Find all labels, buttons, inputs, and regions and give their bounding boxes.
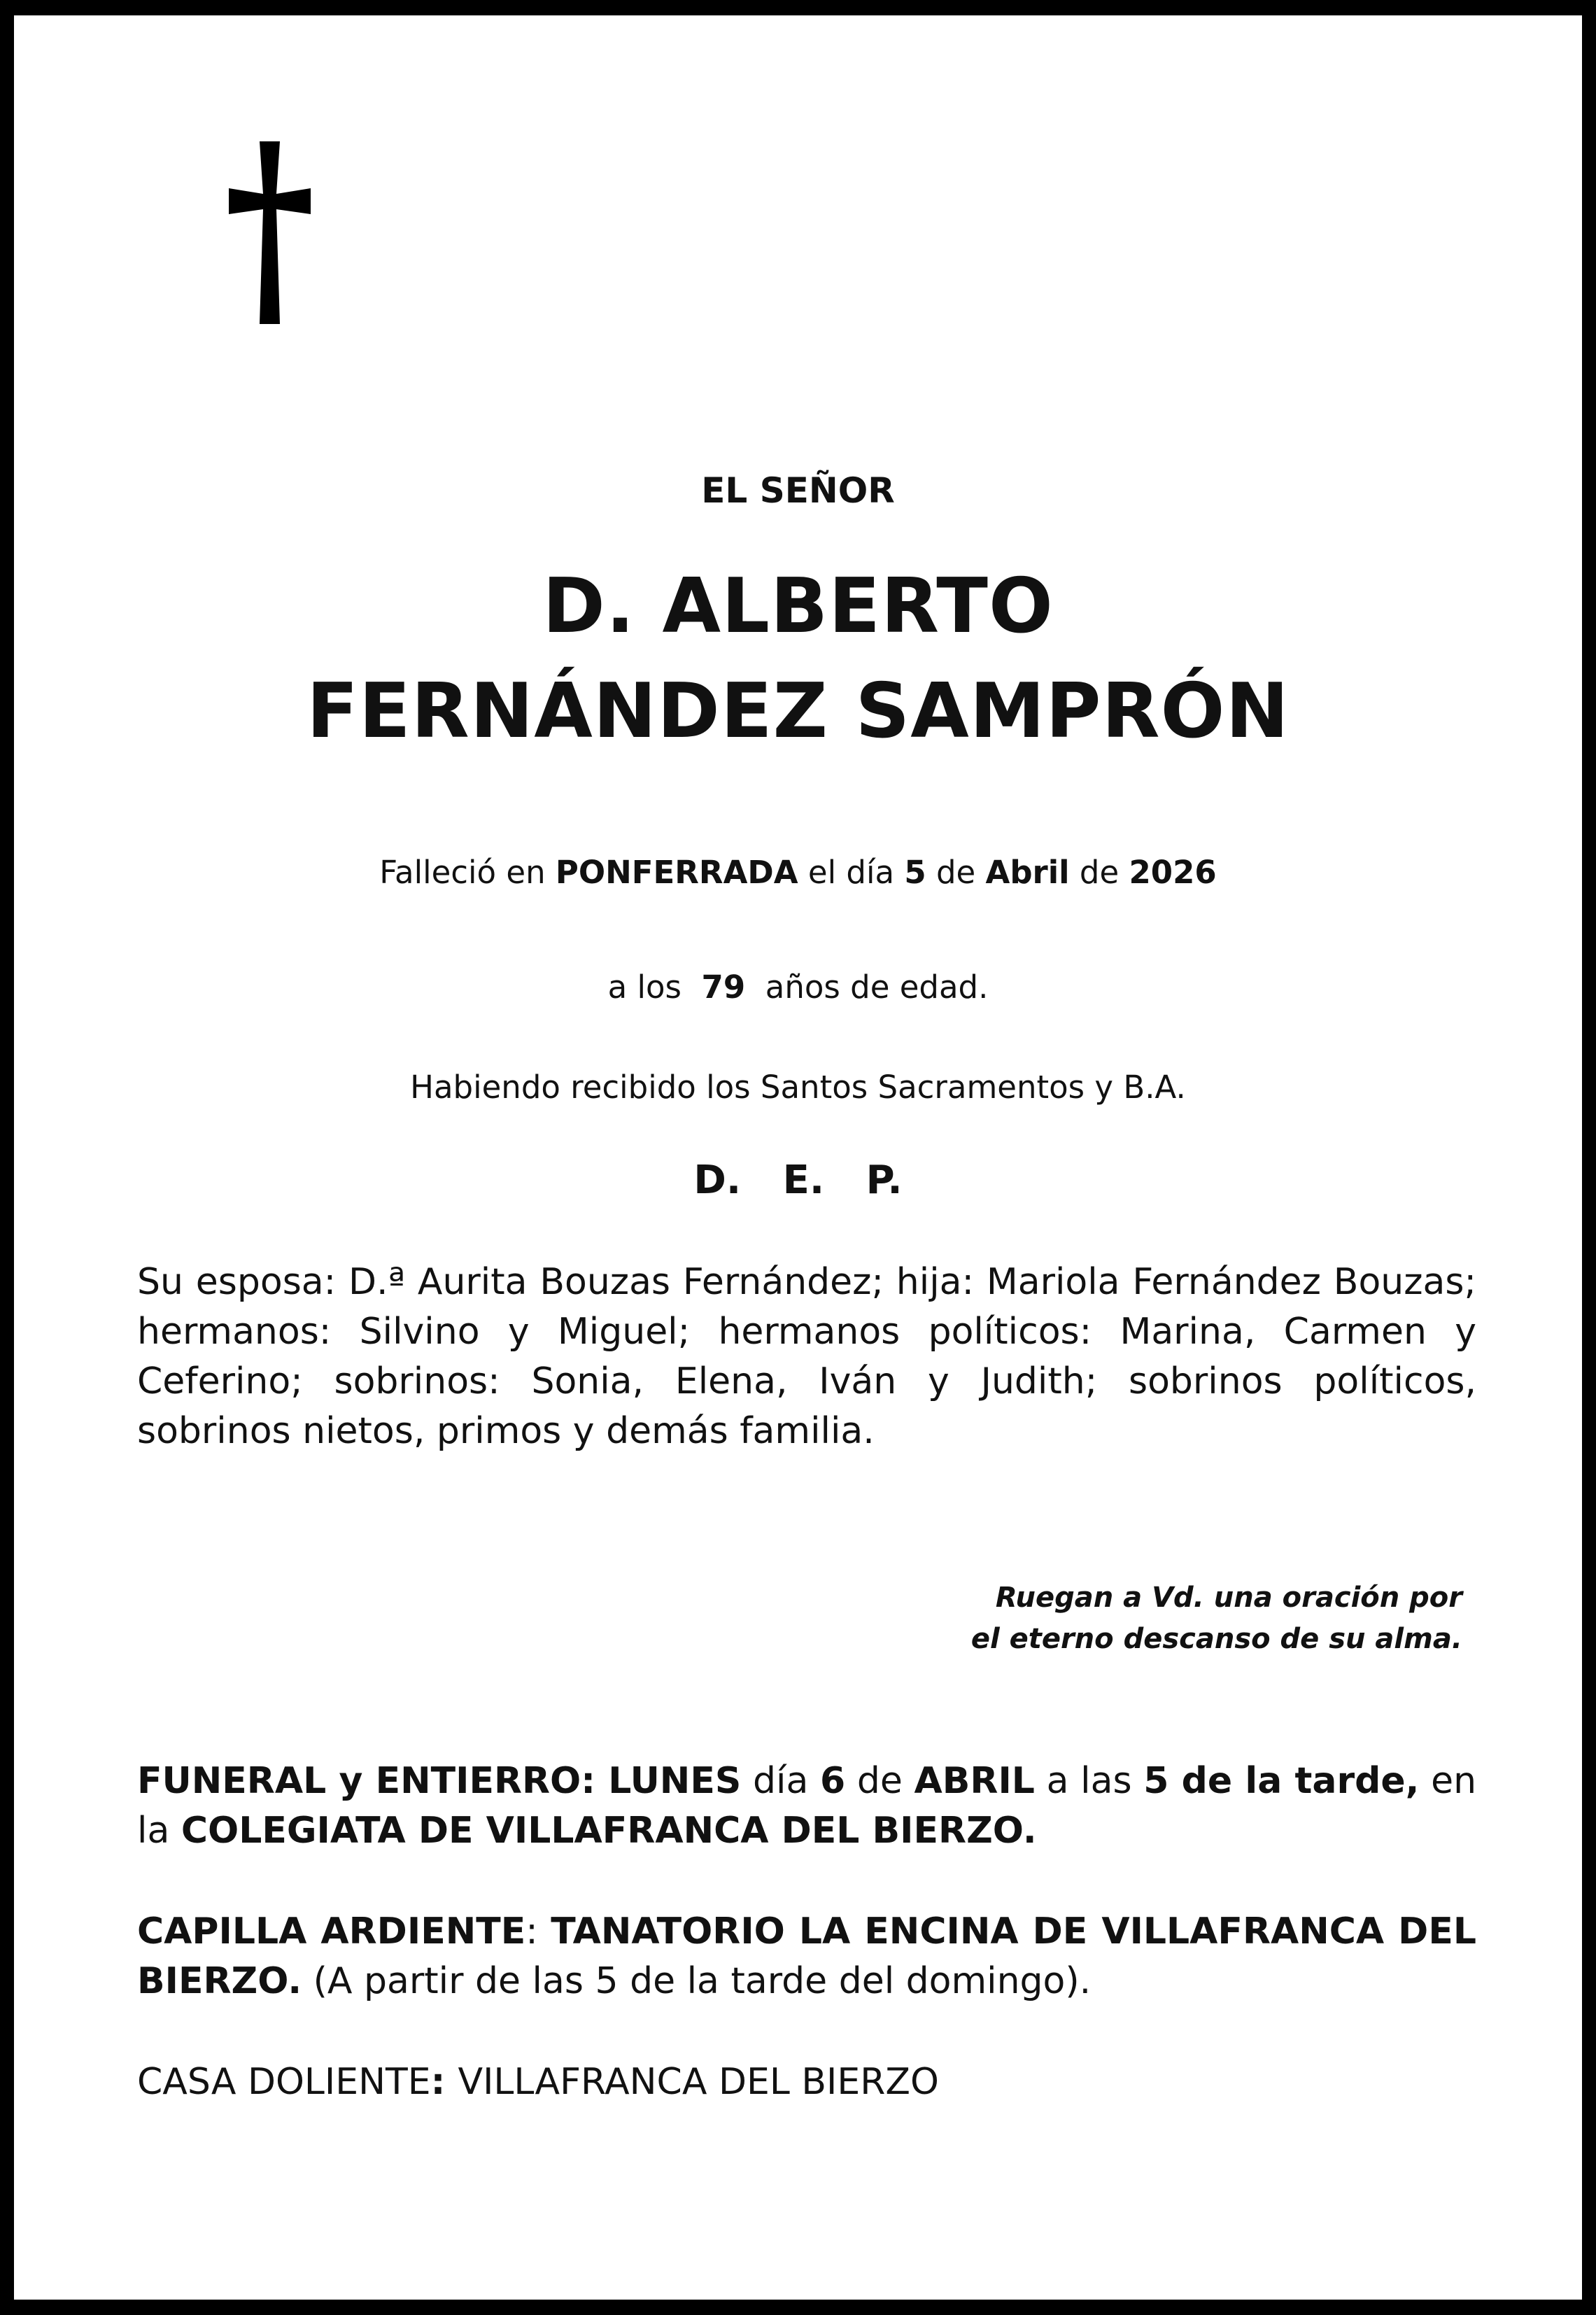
text: a las xyxy=(1034,1760,1144,1802)
text: de xyxy=(1069,854,1129,891)
death-info xyxy=(14,854,1582,891)
funeral-place: COLEGIATA DE VILLAFRANCA DEL BIERZO. xyxy=(181,1810,1037,1852)
text: a los xyxy=(607,969,692,1006)
title: EL SEÑOR xyxy=(701,470,895,511)
funeral-info xyxy=(137,1757,1476,1856)
text: años de edad. xyxy=(755,969,989,1006)
chapel-label: CAPILLA ARDIENTE xyxy=(137,1911,526,1952)
name-line-1: D. ALBERTO xyxy=(542,563,1054,650)
age-info xyxy=(14,969,1582,1006)
prayer-line-1: Ruegan a Vd. una oración por xyxy=(995,1582,1462,1614)
death-day: 5 xyxy=(904,854,926,891)
death-month: Abril xyxy=(985,854,1070,891)
death-place: PONFERRADA xyxy=(555,854,798,891)
text: Falleció en xyxy=(379,854,556,891)
death-year: 2026 xyxy=(1129,854,1217,891)
chapel-note: (A partir de las 5 de la tarde del domingo). xyxy=(302,1960,1092,2002)
text: día xyxy=(741,1760,820,1802)
text: en la xyxy=(137,1760,1477,1852)
text: de xyxy=(926,854,986,891)
funeral-label: FUNERAL y ENTIERRO: LUNES xyxy=(137,1760,742,1802)
prayer-line-2: el eterno descanso de su alma. xyxy=(970,1623,1462,1655)
text: de xyxy=(845,1760,914,1802)
funeral-time: 5 de la tarde, xyxy=(1143,1760,1420,1802)
family-paragraph: Su esposa: D.ª Aurita Bouzas Fernández; hija: Mariola Fernández Bouzas; hermanos: Silvino y Miguel; hermanos políticos: Marina, Carmen y Ceferino; sobrinos: Sonia, Elena, Iván y Judith; sobrinos políticos, sobrinos nietos, primos y demás familia. xyxy=(137,1261,1476,1452)
cross-icon xyxy=(229,141,311,324)
age-years: 79 xyxy=(701,969,746,1006)
funeral-day: 6 xyxy=(819,1760,846,1802)
house-label: CASA DOLIENTE xyxy=(137,2061,431,2103)
sacraments: Habiendo recibido los Santos Sacramentos y B.A. xyxy=(410,1069,1186,1106)
house-place: VILLAFRANCA DEL BIERZO xyxy=(458,2061,939,2103)
chapel-place: TANATORIO LA ENCINA DE VILLAFRANCA DEL BIERZO. xyxy=(137,1911,1476,2002)
house-info xyxy=(137,2057,1476,2107)
text: : xyxy=(525,1911,551,1952)
text: el día xyxy=(798,854,905,891)
obituary-page xyxy=(14,15,1582,2300)
dep: D. E. P. xyxy=(693,1158,903,1203)
name-line-2: FERNÁNDEZ SAMPRÓN xyxy=(306,668,1290,755)
funeral-month: ABRIL xyxy=(914,1760,1035,1802)
prayer-request xyxy=(971,1577,1462,1660)
deceased-name xyxy=(14,554,1582,764)
chapel-info xyxy=(137,1907,1476,2006)
text: : xyxy=(430,2061,458,2103)
